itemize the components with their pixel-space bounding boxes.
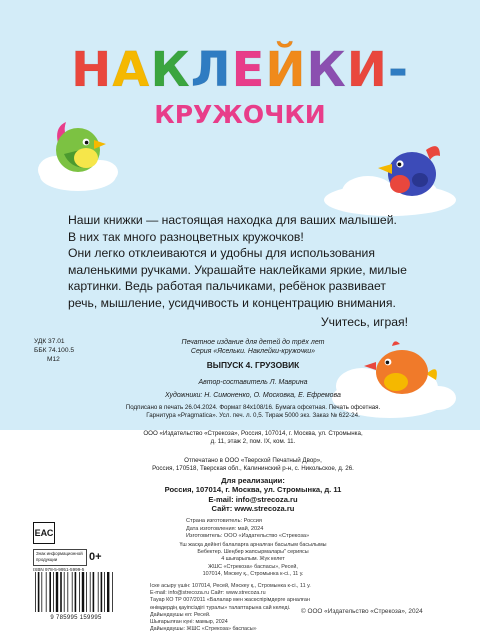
artists-credit: Художники: Н. Симоненко, О. Московка, Е. Ефремова	[165, 392, 341, 400]
kazakh-line: Дайындаушы ел: Ресей.	[150, 611, 211, 618]
kazakh-line: 4 шығарылым. Жүк келет	[221, 556, 285, 563]
kazakh-line: Іске асыру үшін: 107014, Ресей, Мәскеу қ., Стромынка к-сі., 11 у.	[150, 583, 311, 589]
info-label-line: продукции	[36, 556, 58, 562]
copyright: © ООО «Издательство «Стрекоза», 2024	[301, 608, 423, 615]
kazakh-line: Шығарылған күні: мамыр, 2024	[150, 619, 228, 626]
sales-info	[118, 476, 388, 514]
barcode-bar	[98, 572, 99, 612]
barcode-bar	[86, 572, 87, 612]
eac-mark: ЕАС	[33, 522, 55, 544]
bbk-code: ББК 74.100.5	[34, 347, 74, 354]
barcode-bar	[75, 572, 77, 612]
barcode-bar	[104, 572, 105, 612]
description-line: В них так много разноцветных кружочков!	[68, 229, 304, 244]
kazakh-line: Тауар КО ТР 007/2011 «Балалар мен жасөспірімдерге арналған	[150, 597, 310, 604]
barcode-bar	[46, 572, 47, 612]
edition-info	[118, 338, 388, 356]
sales-email: E-mail: info@strecoza.ru	[208, 494, 298, 504]
barcode-icon	[33, 572, 119, 616]
author-credit: Автор-составитель Л. Маврина	[198, 379, 308, 386]
title-letter: Н	[71, 42, 113, 98]
kazakh-line: Үш жасқа дейінгі балаларға арналған басылым басылымы	[179, 542, 327, 548]
barcode-bar	[112, 572, 113, 612]
title-letter: К	[306, 42, 347, 98]
barcode-bar	[49, 572, 51, 612]
sales-site: Сайт: www.strecoza.ru	[211, 504, 295, 514]
barcode-bar	[60, 572, 62, 612]
description-line: Наши книжки — настоящая находка для ваших малышей.	[68, 213, 397, 227]
barcode-bar	[41, 572, 42, 612]
description-line: речь, мышление, усидчивость и концентрацию внимания.	[68, 295, 396, 310]
sales-address: Россия, 107014, г. Москва, ул. Стромынка, д. 11	[164, 485, 342, 495]
title-letter: Е	[231, 42, 266, 98]
printer-line: Отпечатано в ООО «Тверской Печатный Двор»,	[184, 457, 322, 464]
print-line: Подписано в печать 26.04.2024. Формат 84х108/16. Бумага офсетная. Печать офсетная.	[125, 404, 381, 411]
audience-note: Печатное издание для детей до трёх лет	[181, 339, 325, 346]
title-letter: К	[150, 42, 191, 98]
issue-block	[118, 358, 388, 374]
publisher-details	[118, 430, 388, 446]
title-letter: А	[112, 42, 151, 98]
barcode-bar	[79, 572, 80, 612]
barcode-bar	[64, 572, 65, 612]
barcode-bar	[38, 572, 40, 612]
publisher-line: ООО «Издательство «Стрекоза», Россия, 107014, г. Москва, ул. Стромынка,	[143, 430, 363, 437]
udk-code: УДК 37.01	[34, 338, 65, 345]
kazakh-line: Дайындаушы: ЖШС «Стрекоза» баспасы»	[150, 626, 257, 633]
kazakh-line: ЖШС «Стрекоза» баспасы», Ресей,	[208, 563, 298, 570]
barcode-bar	[107, 572, 109, 612]
barcode-bar	[56, 572, 58, 612]
title-letter: Й	[265, 42, 307, 98]
origin-line: Дата изготовления: май, 2024	[186, 525, 264, 532]
print-line: Гарнитура «Pragmatica». Усл. печ. л. 0,5. Тираж 5000 экз. Заказ № 622-24.	[146, 412, 360, 419]
book-title	[0, 44, 480, 130]
description-line: Они легко отклеиваются и удобны для использования	[68, 246, 375, 261]
title-main	[0, 44, 480, 96]
issue-title: ВЫПУСК 4. ГРУЗОВИК	[206, 360, 300, 370]
title-letter: Л	[190, 42, 232, 98]
kazakh-line: Бебектер. Шеңбер жапсырмалары" сериясы	[197, 549, 309, 556]
origin-info	[186, 518, 386, 541]
description	[68, 212, 408, 330]
barcode-bar	[72, 572, 73, 612]
print-details	[118, 404, 388, 420]
origin-line: Страна изготовитель: Россия	[186, 518, 262, 524]
printer-line: Россия, 170518, Тверская обл., Калининский р-н, с. Никольское, д. 26.	[152, 465, 354, 472]
barcode-bar	[93, 572, 95, 612]
description-line: маленькими ручками. Украшайте наклейками яркие, милые	[68, 262, 407, 277]
age-rating: 0+	[89, 551, 102, 563]
title-letter: И	[346, 42, 388, 98]
barcode-bar	[67, 572, 68, 612]
classification-codes	[34, 337, 74, 364]
kazakh-info-1	[118, 542, 388, 578]
sales-heading: Для реализации:	[221, 476, 285, 485]
info-product-label	[33, 549, 87, 566]
publisher-line: д. 11, этаж 2, пом. IX, ком. 11.	[210, 438, 296, 445]
series-name: Серия «Ясельки. Наклейки-кружочки»	[190, 348, 316, 356]
kazakh-line: өнімдердің қауіпсіздігі туралы» талаптарына сай келеді.	[150, 604, 291, 611]
description-cta: Учитесь, играя!	[320, 314, 408, 329]
origin-line: Изготовитель: ООО «Издательство «Стрекоза»	[186, 533, 310, 540]
kazakh-line: 107014, Мәскеу қ., Стромынка к-сі., 11 у.	[202, 570, 304, 577]
barcode-digits: 9 785995 159995	[50, 615, 102, 621]
barcode-bar	[82, 572, 84, 612]
author-mark: М12	[47, 356, 60, 363]
barcode-bar	[35, 572, 36, 612]
title-letter: -	[387, 42, 409, 98]
barcode-bar	[101, 572, 103, 612]
info-label-line: Знак информационной	[36, 551, 83, 556]
isbn: ISBN 978-5-9951-5999-5	[33, 567, 85, 572]
credits	[118, 378, 388, 400]
barcode-bar	[90, 572, 91, 612]
printer-details	[118, 457, 388, 473]
description-line: картинки. Ведь работая пальчиками, ребёнок развивает	[68, 279, 386, 294]
title-subtitle: КРУЖОЧКИ	[154, 100, 326, 129]
kazakh-line: E-mail: info@strecoza.ru Сайт: www.strecoza.ru	[150, 590, 266, 597]
barcode-bar	[53, 572, 54, 612]
